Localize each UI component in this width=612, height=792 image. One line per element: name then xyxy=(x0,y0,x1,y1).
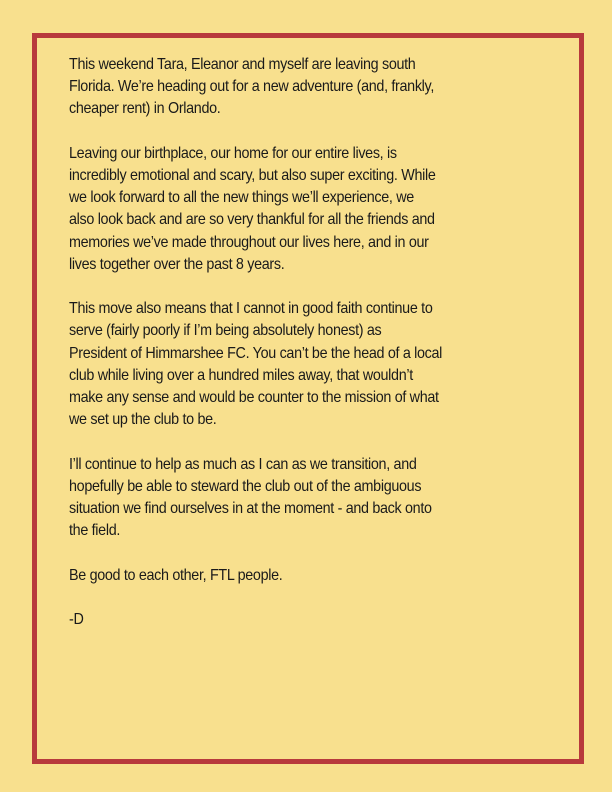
paragraph-announcement: This weekend Tara, Eleanor and myself are leaving south Florida. We’re heading out for a new adventure (and, frankly, cheaper rent) in Orlando. xyxy=(69,56,435,118)
signature: -D xyxy=(69,611,84,628)
letter-body xyxy=(69,54,547,631)
paragraph-resignation: This move also means that I cannot in good faith continue to serve (fairly poorly if I’m being absolutely honest) as President of Himmarshee FC. You can’t be the head of a local club while living over a hundred miles away, that wouldn’t make any sense and would be counter to the mission of what we set up the club to be. xyxy=(69,300,443,429)
paragraph-transition: I’ll continue to help as much as I can as we transition, and hopefully be able to steward the club out of the ambiguous situation we find ourselves in at the moment - and back onto the field. xyxy=(69,455,432,540)
paragraph-farewell: Be good to each other, FTL people. xyxy=(69,566,283,584)
paragraph-reflection: Leaving our birthplace, our home for our entire lives, is incredibly emotional and scary, but also super exciting. While we look forward to all the new things we’ll experience, we also look back and are so very thankful for all the friends and memories we’ve made throughout our lives here, and in our lives together over the past 8 years. xyxy=(69,144,436,273)
